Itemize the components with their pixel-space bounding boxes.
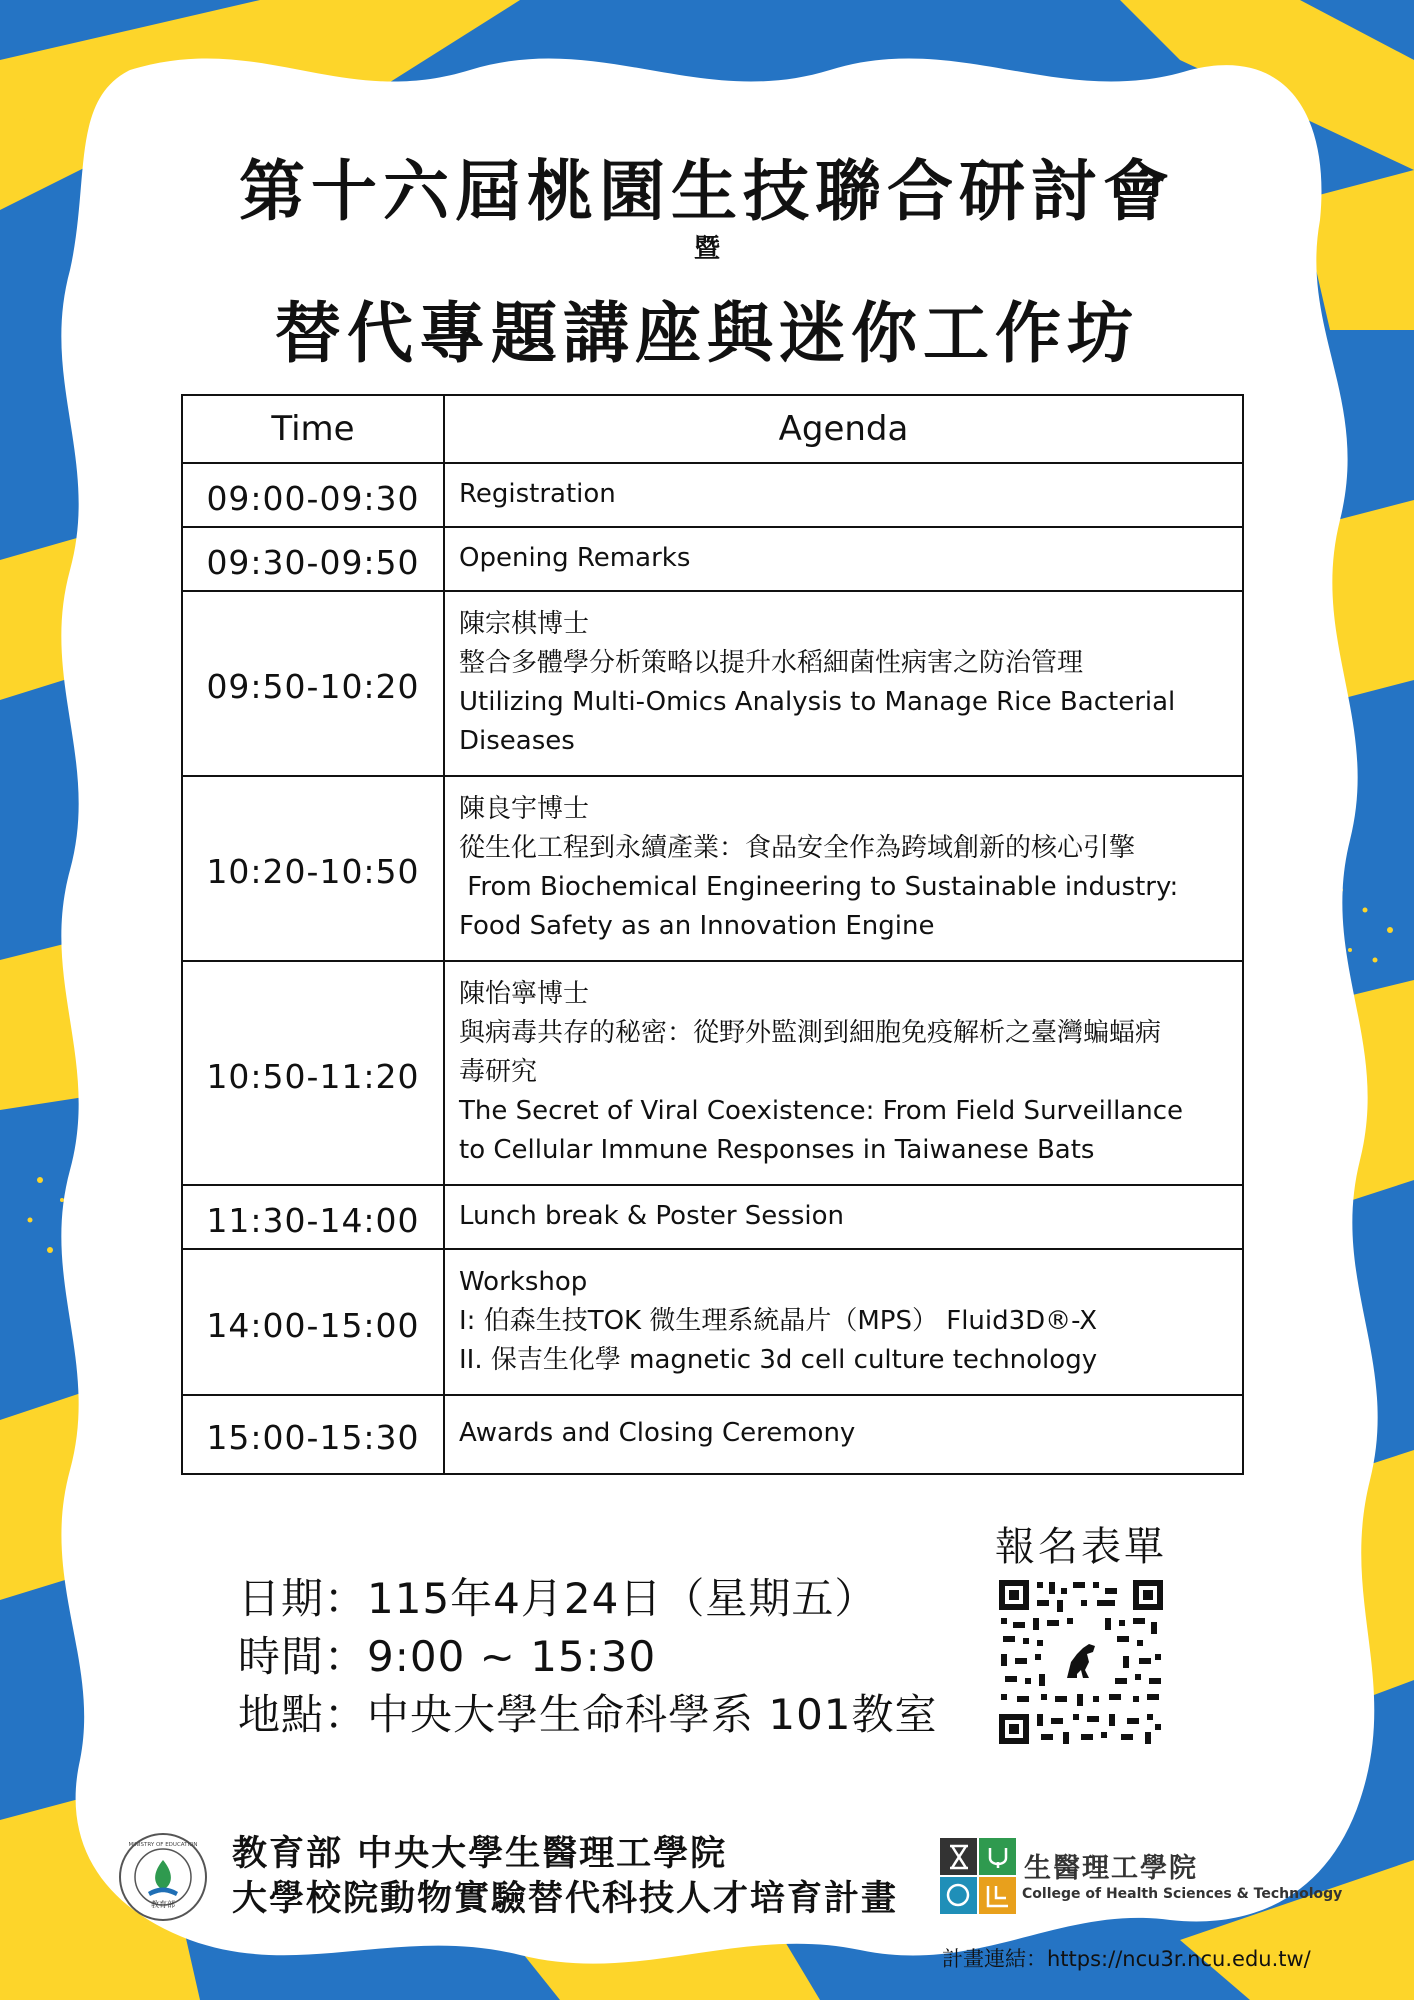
organizer-line-2: 大學校院動物實驗替代科技人才培育計畫 (232, 1879, 899, 1919)
college-name-en: College of Health Sciences & Technology (1022, 1886, 1343, 1902)
table-row (182, 591, 1243, 776)
agenda-line: Workshop (459, 1266, 588, 1297)
qr-code-icon[interactable] (997, 1578, 1165, 1746)
agenda-line: Opening Remarks (459, 542, 691, 573)
row-time: 14:00-15:00 (182, 1249, 444, 1395)
agenda-line: Awards and Closing Ceremony (459, 1418, 856, 1448)
agenda-line: Lunch break & Poster Session (459, 1200, 844, 1231)
event-venue: 地點：中央大學生命科學系 101教室 (238, 1690, 938, 1739)
speaker-name: 陳宗棋博士 (459, 608, 590, 639)
row-agenda (444, 1249, 1243, 1395)
moe-logo-zh: 教育部 (151, 1900, 175, 1909)
title-line-1: 第十六屆桃園生技聯合研討會 (239, 152, 1175, 230)
row-time: 09:00-09:30 (182, 463, 444, 527)
title-line-2: 替代專題講座與迷你工作坊 (275, 294, 1139, 372)
table-row (182, 961, 1243, 1185)
agenda-line: Registration (459, 478, 616, 509)
agenda-line: Food Safety as an Innovation Engine (459, 910, 935, 941)
row-agenda (444, 463, 1243, 527)
agenda-line: From Biochemical Engineering to Sustainable industry: (459, 871, 1179, 902)
title-conjunction: 暨 (693, 234, 720, 264)
college-name-zh: 生醫理工學院 (1024, 1853, 1198, 1884)
ministry-of-education-logo (118, 1832, 208, 1922)
row-time: 09:30-09:50 (182, 527, 444, 591)
agenda-header-row (182, 395, 1243, 463)
agenda-line: Diseases (459, 725, 575, 756)
table-row (182, 1185, 1243, 1249)
agenda-line: The Secret of Viral Coexistence: From Field Surveillance (459, 1095, 1183, 1126)
agenda-line: Utilizing Multi-Omics Analysis to Manage Rice Bacterial (459, 686, 1176, 717)
agenda-line: 毒研究 (459, 1056, 538, 1087)
event-date: 日期：115年4月24日（星期五） (238, 1574, 878, 1623)
row-time: 09:50-10:20 (182, 591, 444, 776)
table-row (182, 463, 1243, 527)
row-time: 10:20-10:50 (182, 776, 444, 961)
project-link[interactable]: 計畫連結：https://ncu3r.ncu.edu.tw/ (942, 1947, 1311, 1971)
agenda-line: to Cellular Immune Responses in Taiwanese Bats (459, 1134, 1095, 1165)
registration-label: 報名表單 (995, 1524, 1167, 1570)
row-agenda (444, 776, 1243, 961)
row-agenda (444, 1185, 1243, 1249)
agenda-line: II. 保吉生化學 magnetic 3d cell culture technology (459, 1344, 1098, 1375)
agenda-line: I: 伯森生技TOK 微生理系統晶片（MPS） Fluid3D®-X (459, 1305, 1098, 1336)
agenda-line: 整合多體學分析策略以提升水稻細菌性病害之防治管理 (459, 647, 1084, 678)
speaker-name: 陳良宇博士 (459, 793, 590, 824)
agenda-line: 與病毒共存的秘密：從野外監測到細胞免疫解析之臺灣蝙蝠病 (459, 1017, 1162, 1048)
row-agenda (444, 591, 1243, 776)
speaker-name: 陳怡寧博士 (459, 978, 590, 1009)
row-agenda (444, 527, 1243, 591)
event-time: 時間：9:00 ~ 15:30 (238, 1632, 657, 1681)
table-row (182, 1395, 1243, 1474)
organizer-line-1: 教育部 中央大學生醫理工學院 (232, 1834, 728, 1874)
agenda-header: Agenda (444, 395, 1243, 463)
row-agenda (444, 1395, 1243, 1474)
table-row (182, 776, 1243, 961)
table-row (182, 1249, 1243, 1395)
moe-logo-text: MINISTRY OF EDUCATION (128, 1842, 198, 1848)
agenda-table (181, 394, 1244, 1475)
row-time: 10:50-11:20 (182, 961, 444, 1185)
college-logo-icon (940, 1838, 1016, 1914)
agenda-line: 從生化工程到永續產業：食品安全作為跨域創新的核心引擎 (459, 832, 1136, 863)
row-time: 11:30-14:00 (182, 1185, 444, 1249)
table-row (182, 527, 1243, 591)
row-time: 15:00-15:30 (182, 1395, 444, 1474)
time-header: Time (182, 395, 444, 463)
row-agenda (444, 961, 1243, 1185)
